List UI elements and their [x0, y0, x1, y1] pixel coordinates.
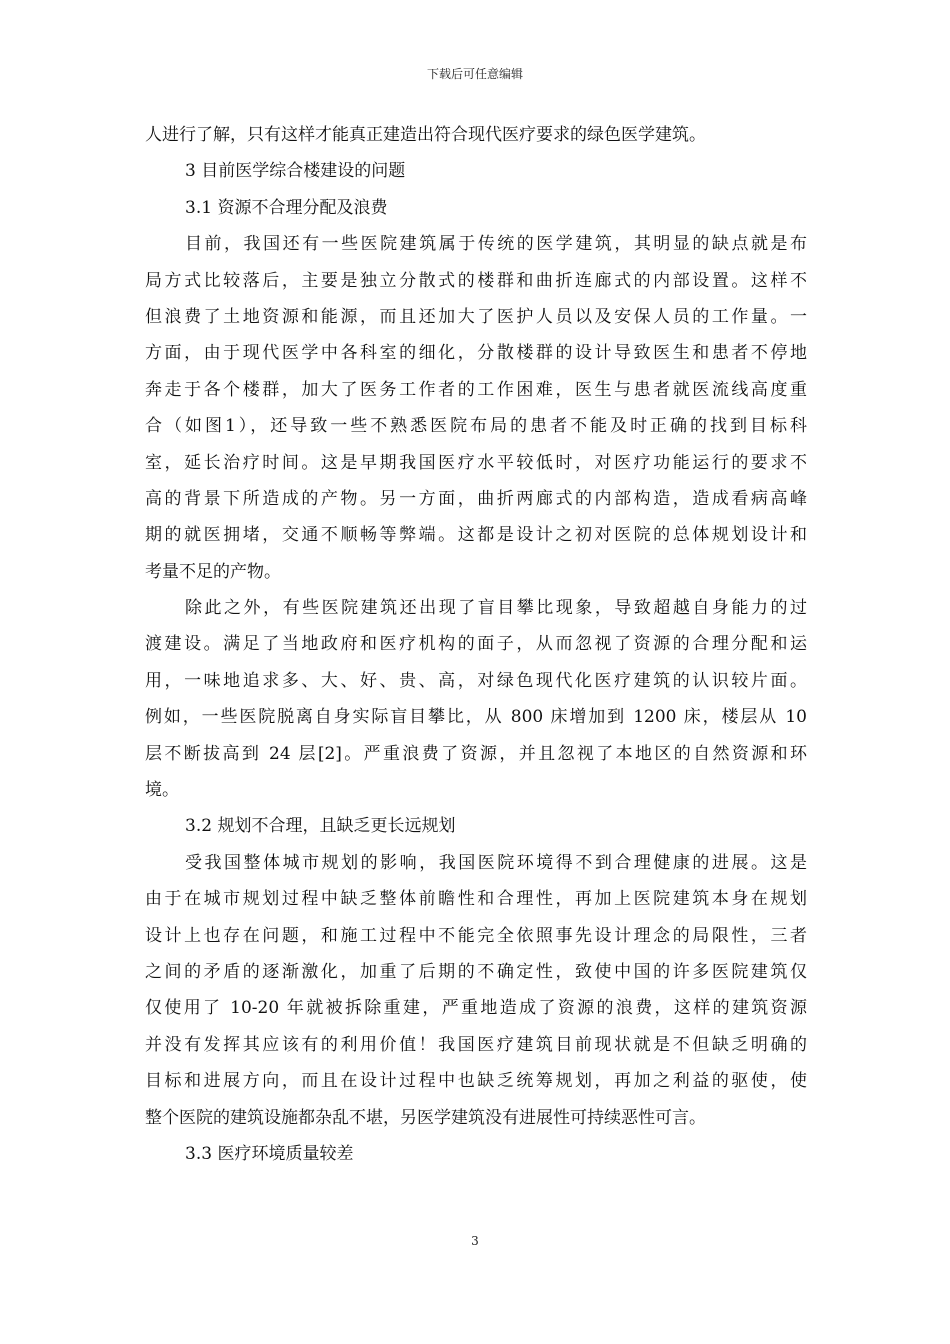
- paragraph-line: 之间的矛盾的逐渐激化，加重了后期的不确定性，致使中国的许多医院建筑仅: [145, 961, 807, 982]
- paragraph-line: 奔走于各个楼群，加大了医务工作者的工作困难，医生与患者就医流线高度重: [145, 379, 807, 400]
- paragraph-line: 考量不足的产物。: [145, 561, 281, 582]
- paragraph-line: 高的背景下所造成的产物。另一方面，曲折两廊式的内部构造，造成看病高峰: [145, 488, 807, 509]
- paragraph-line: 用，一味地追求多、大、好、贵、高，对绿色现代化医疗建筑的认识较片面。: [145, 670, 807, 691]
- paragraph-line: 由于在城市规划过程中缺乏整体前瞻性和合理性，再加上医院建筑本身在规划: [145, 889, 807, 910]
- paragraph-line: 整个医院的建筑设施都杂乱不堪，另医学建筑没有进展性可持续恶性可言。: [145, 1107, 706, 1128]
- paragraph-line: 除此之外，有些医院建筑还出现了盲目攀比现象，导致超越自身能力的过: [185, 598, 807, 619]
- paragraph-line: 人进行了解，只有这样才能真正建造出符合现代医疗要求的绿色医学建筑。: [145, 125, 706, 145]
- paragraph-line: 合（如图1），还导致一些不熟悉医院布局的患者不能及时正确的找到目标科: [145, 416, 807, 437]
- paragraph-line: 设计上也存在问题，和施工过程中不能完全依照事先设计理念的局限性，三者: [145, 925, 807, 946]
- section-heading: 3.2 规划不合理，且缺乏更长远规划: [185, 816, 456, 837]
- paragraph-line: 境。: [145, 780, 179, 801]
- paragraph-line: 例如，一些医院脱离自身实际盲目攀比，从 800 床增加到 1200 床，楼层从 10: [145, 707, 807, 728]
- section-heading: 3 目前医学综合楼建设的问题: [185, 161, 406, 182]
- paragraph-line: 渡建设。满足了当地政府和医疗机构的面子，从而忽视了资源的合理分配和运: [145, 634, 807, 655]
- section-heading: 3.3 医疗环境质量较差: [185, 1143, 354, 1164]
- paragraph-line: 受我国整体城市规划的影响，我国医院环境得不到合理健康的进展。这是: [185, 852, 807, 873]
- paragraph-line: 并没有发挥其应该有的利用价值！我国医疗建筑目前现状就是不但缺乏明确的: [145, 1034, 807, 1055]
- paragraph-line: 但浪费了土地资源和能源，而且还加大了医护人员以及安保人员的工作量。一: [145, 306, 807, 327]
- paragraph-line: 局方式比较落后，主要是独立分散式的楼群和曲折连廊式的内部设置。这样不: [145, 270, 807, 291]
- page-number: 3: [471, 1234, 479, 1248]
- paragraph-line: 室，延长治疗时间。这是早期我国医疗水平较低时，对医疗功能运行的要求不: [145, 452, 807, 473]
- paragraph-line: 层不断拔高到 24 层[2]。严重浪费了资源，并且忽视了本地区的自然资源和环: [145, 743, 807, 764]
- document-body: [145, 117, 807, 1172]
- paragraph-line: 仅使用了 10-20 年就被拆除重建，严重地造成了资源的浪费，这样的建筑资源: [145, 998, 807, 1019]
- page-header-note: 下载后可任意编辑: [426, 67, 523, 81]
- paragraph-line: 目标和进展方向，而且在设计过程中也缺乏统筹规划，再加之利益的驱使，使: [145, 1071, 807, 1092]
- paragraph-line: 目前，我国还有一些医院建筑属于传统的医学建筑，其明显的缺点就是布: [185, 234, 807, 255]
- paragraph-line: 方面，由于现代医学中各科室的细化，分散楼群的设计导致医生和患者不停地: [145, 343, 807, 364]
- section-heading: 3.1 资源不合理分配及浪费: [185, 197, 388, 218]
- paragraph-line: 期的就医拥堵，交通不顺畅等弊端。这都是设计之初对医院的总体规划设计和: [145, 525, 807, 546]
